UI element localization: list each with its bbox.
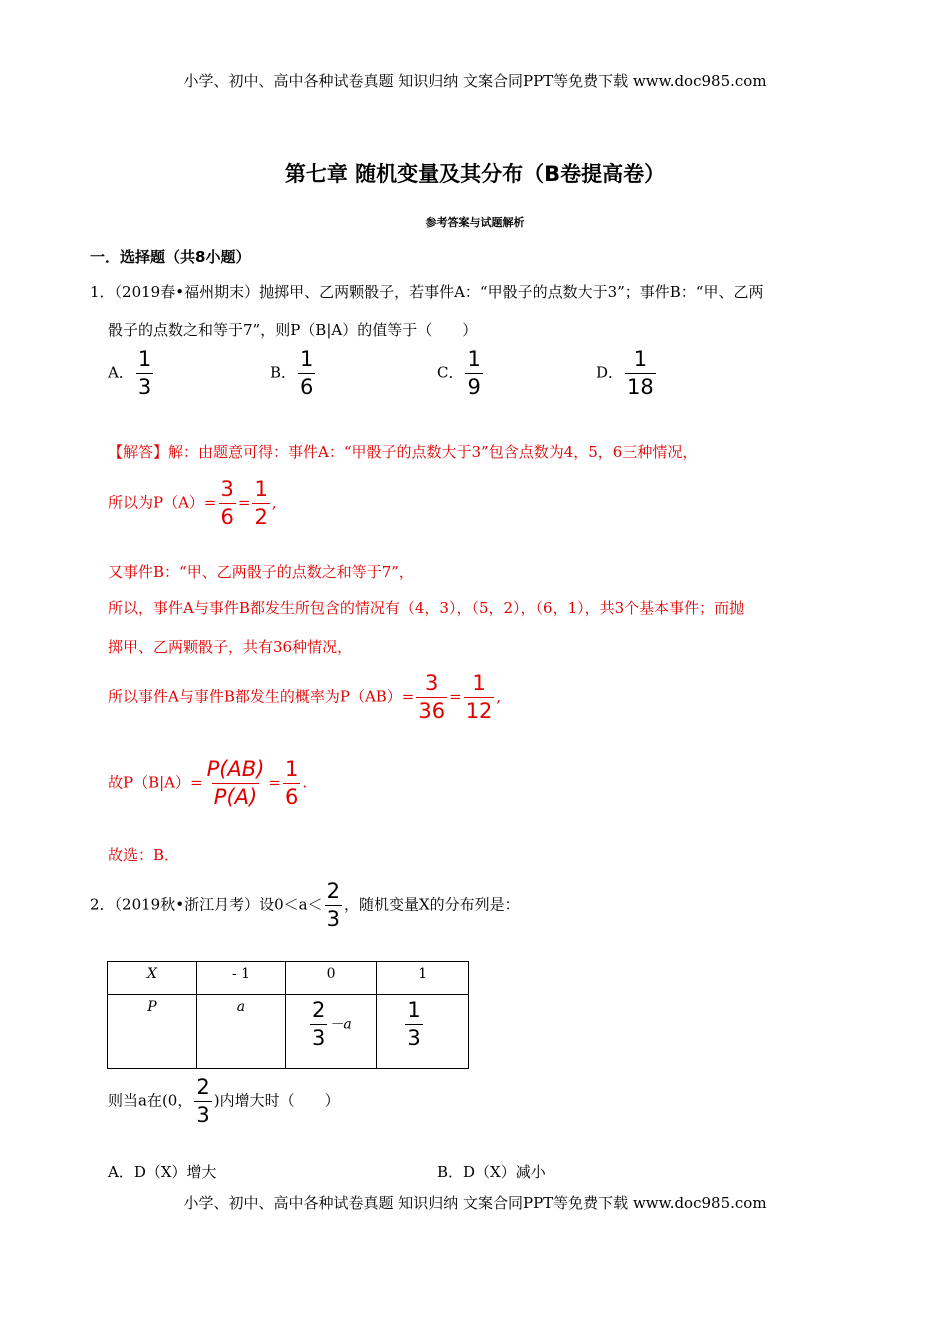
numerator: 1 <box>633 347 648 371</box>
solution1-line5: 掷甲、乙两颗骰子，共有36种情况， <box>108 638 353 656</box>
numerator: 1 <box>467 347 481 371</box>
table-cell: - 1 <box>197 962 286 995</box>
denominator: 3 <box>311 1026 326 1051</box>
q2-stem <box>90 880 520 931</box>
fraction <box>310 999 327 1050</box>
denominator: 12 <box>465 699 493 724</box>
denominator: 3 <box>137 375 152 400</box>
numerator: 3 <box>220 477 234 501</box>
option-fraction <box>136 348 153 399</box>
punctuation: . <box>302 773 308 792</box>
text: )内增大时（ ） <box>213 1091 340 1110</box>
table-cell: 0 <box>285 962 376 995</box>
solution1-line1: 【解答】解：由题意可得：事件A：“甲骰子的点数大于3”包含点数为4，5，6三种情况， <box>108 443 698 461</box>
solution1-line8: 故选：B． <box>108 846 180 864</box>
fraction <box>283 758 300 809</box>
option-fraction <box>625 348 656 399</box>
q1-option-c <box>437 348 485 399</box>
table-cell: 1 <box>377 962 469 995</box>
equals-sign: = <box>449 687 462 706</box>
text: 所以为P（A）= <box>108 493 217 512</box>
denominator: 3 <box>196 1103 210 1128</box>
numerator: P(AB) <box>206 757 265 781</box>
numerator: 1 <box>407 998 421 1022</box>
equals-sign: = <box>268 773 281 792</box>
text: 故P（B|A）= <box>108 773 203 792</box>
numerator: 1 <box>284 757 299 781</box>
table-cell <box>377 995 469 1069</box>
q1-option-a <box>108 348 155 399</box>
fraction <box>205 758 267 809</box>
page-subtitle: 参考答案与试题解析 <box>425 216 525 229</box>
numerator: 2 <box>311 998 326 1022</box>
denominator: 6 <box>220 505 234 530</box>
solution1-line3: 又事件B：“甲、乙两骰子的点数之和等于7”， <box>108 563 414 581</box>
page-title: 第七章 随机变量及其分布（B卷提高卷） <box>284 162 666 186</box>
text: 则当a在(0， <box>108 1091 193 1110</box>
numerator: 1 <box>300 347 314 371</box>
table-row <box>108 962 469 995</box>
denominator: 3 <box>326 907 340 932</box>
numerator: 3 <box>425 671 439 695</box>
table-row <box>108 995 469 1069</box>
numerator: 1 <box>472 671 486 695</box>
denominator: P(A) <box>213 785 258 810</box>
denominator: 2 <box>254 505 268 530</box>
fraction <box>325 880 342 931</box>
equals-sign: = <box>237 493 251 512</box>
page-footer: 小学、初中、高中各种试卷真题 知识归纳 文案合同PPT等免费下载 www.doc985.com <box>183 1194 767 1212</box>
denominator: 3 <box>407 1026 421 1051</box>
q1-line2: 骰子的点数之和等于7”，则P（B|A）的值等于（ ） <box>108 321 478 339</box>
denominator: 18 <box>627 375 654 400</box>
table-cell: P <box>108 995 197 1069</box>
numerator: 1 <box>254 477 268 501</box>
fraction <box>219 478 236 529</box>
option-label: B． <box>270 363 297 382</box>
denominator: 9 <box>467 375 481 400</box>
solution1-line2 <box>108 478 277 529</box>
q2-ask <box>108 1076 340 1127</box>
fraction <box>252 478 269 529</box>
fraction <box>194 1076 211 1127</box>
solution1-line7 <box>108 758 307 809</box>
punctuation: , <box>271 493 277 512</box>
text: －a <box>329 1016 352 1033</box>
solution1-line6 <box>108 672 501 723</box>
numerator: 1 <box>137 347 152 371</box>
text: ，随机变量X的分布列是： <box>343 895 520 914</box>
text: 所以事件A与事件B都发生的概率为P（AB）= <box>108 687 415 706</box>
denominator: 36 <box>418 699 446 724</box>
fraction <box>405 999 422 1050</box>
numerator: 2 <box>196 1075 210 1099</box>
numerator: 2 <box>326 879 340 903</box>
denominator: 6 <box>300 375 314 400</box>
page-header: 小学、初中、高中各种试卷真题 知识归纳 文案合同PPT等免费下载 www.doc985.com <box>183 72 767 90</box>
option-label: A． <box>108 363 134 382</box>
punctuation: , <box>496 687 502 706</box>
option-fraction <box>465 348 482 399</box>
q1-option-b <box>270 348 317 399</box>
fraction <box>464 672 495 723</box>
table-cell: X <box>108 962 197 995</box>
q2-option-a: A．D（X）增大 <box>108 1163 217 1181</box>
q2-option-b: B．D（X）减小 <box>437 1163 546 1181</box>
table-cell: a <box>197 995 286 1069</box>
denominator: 6 <box>284 785 299 810</box>
option-fraction <box>298 348 315 399</box>
solution1-line4: 所以，事件A与事件B都发生所包含的情况有（4，3），（5，2），（6，1），共3个基本事件；而抛 <box>108 599 745 617</box>
text: 2．（2019秋•浙江月考）设0＜a＜ <box>90 895 323 914</box>
option-label: D． <box>596 363 624 382</box>
fraction <box>416 672 447 723</box>
q1-line1: 1．（2019春•福州期末）抛掷甲、乙两颗骰子，若事件A：“甲骰子的点数大于3”；事件B：“甲、乙两 <box>90 283 764 301</box>
distribution-table <box>107 961 469 1069</box>
option-label: C． <box>437 363 464 382</box>
q1-option-d <box>596 348 658 399</box>
table-cell <box>285 995 376 1069</box>
section-heading: 一．选择题（共8小题） <box>90 248 251 266</box>
